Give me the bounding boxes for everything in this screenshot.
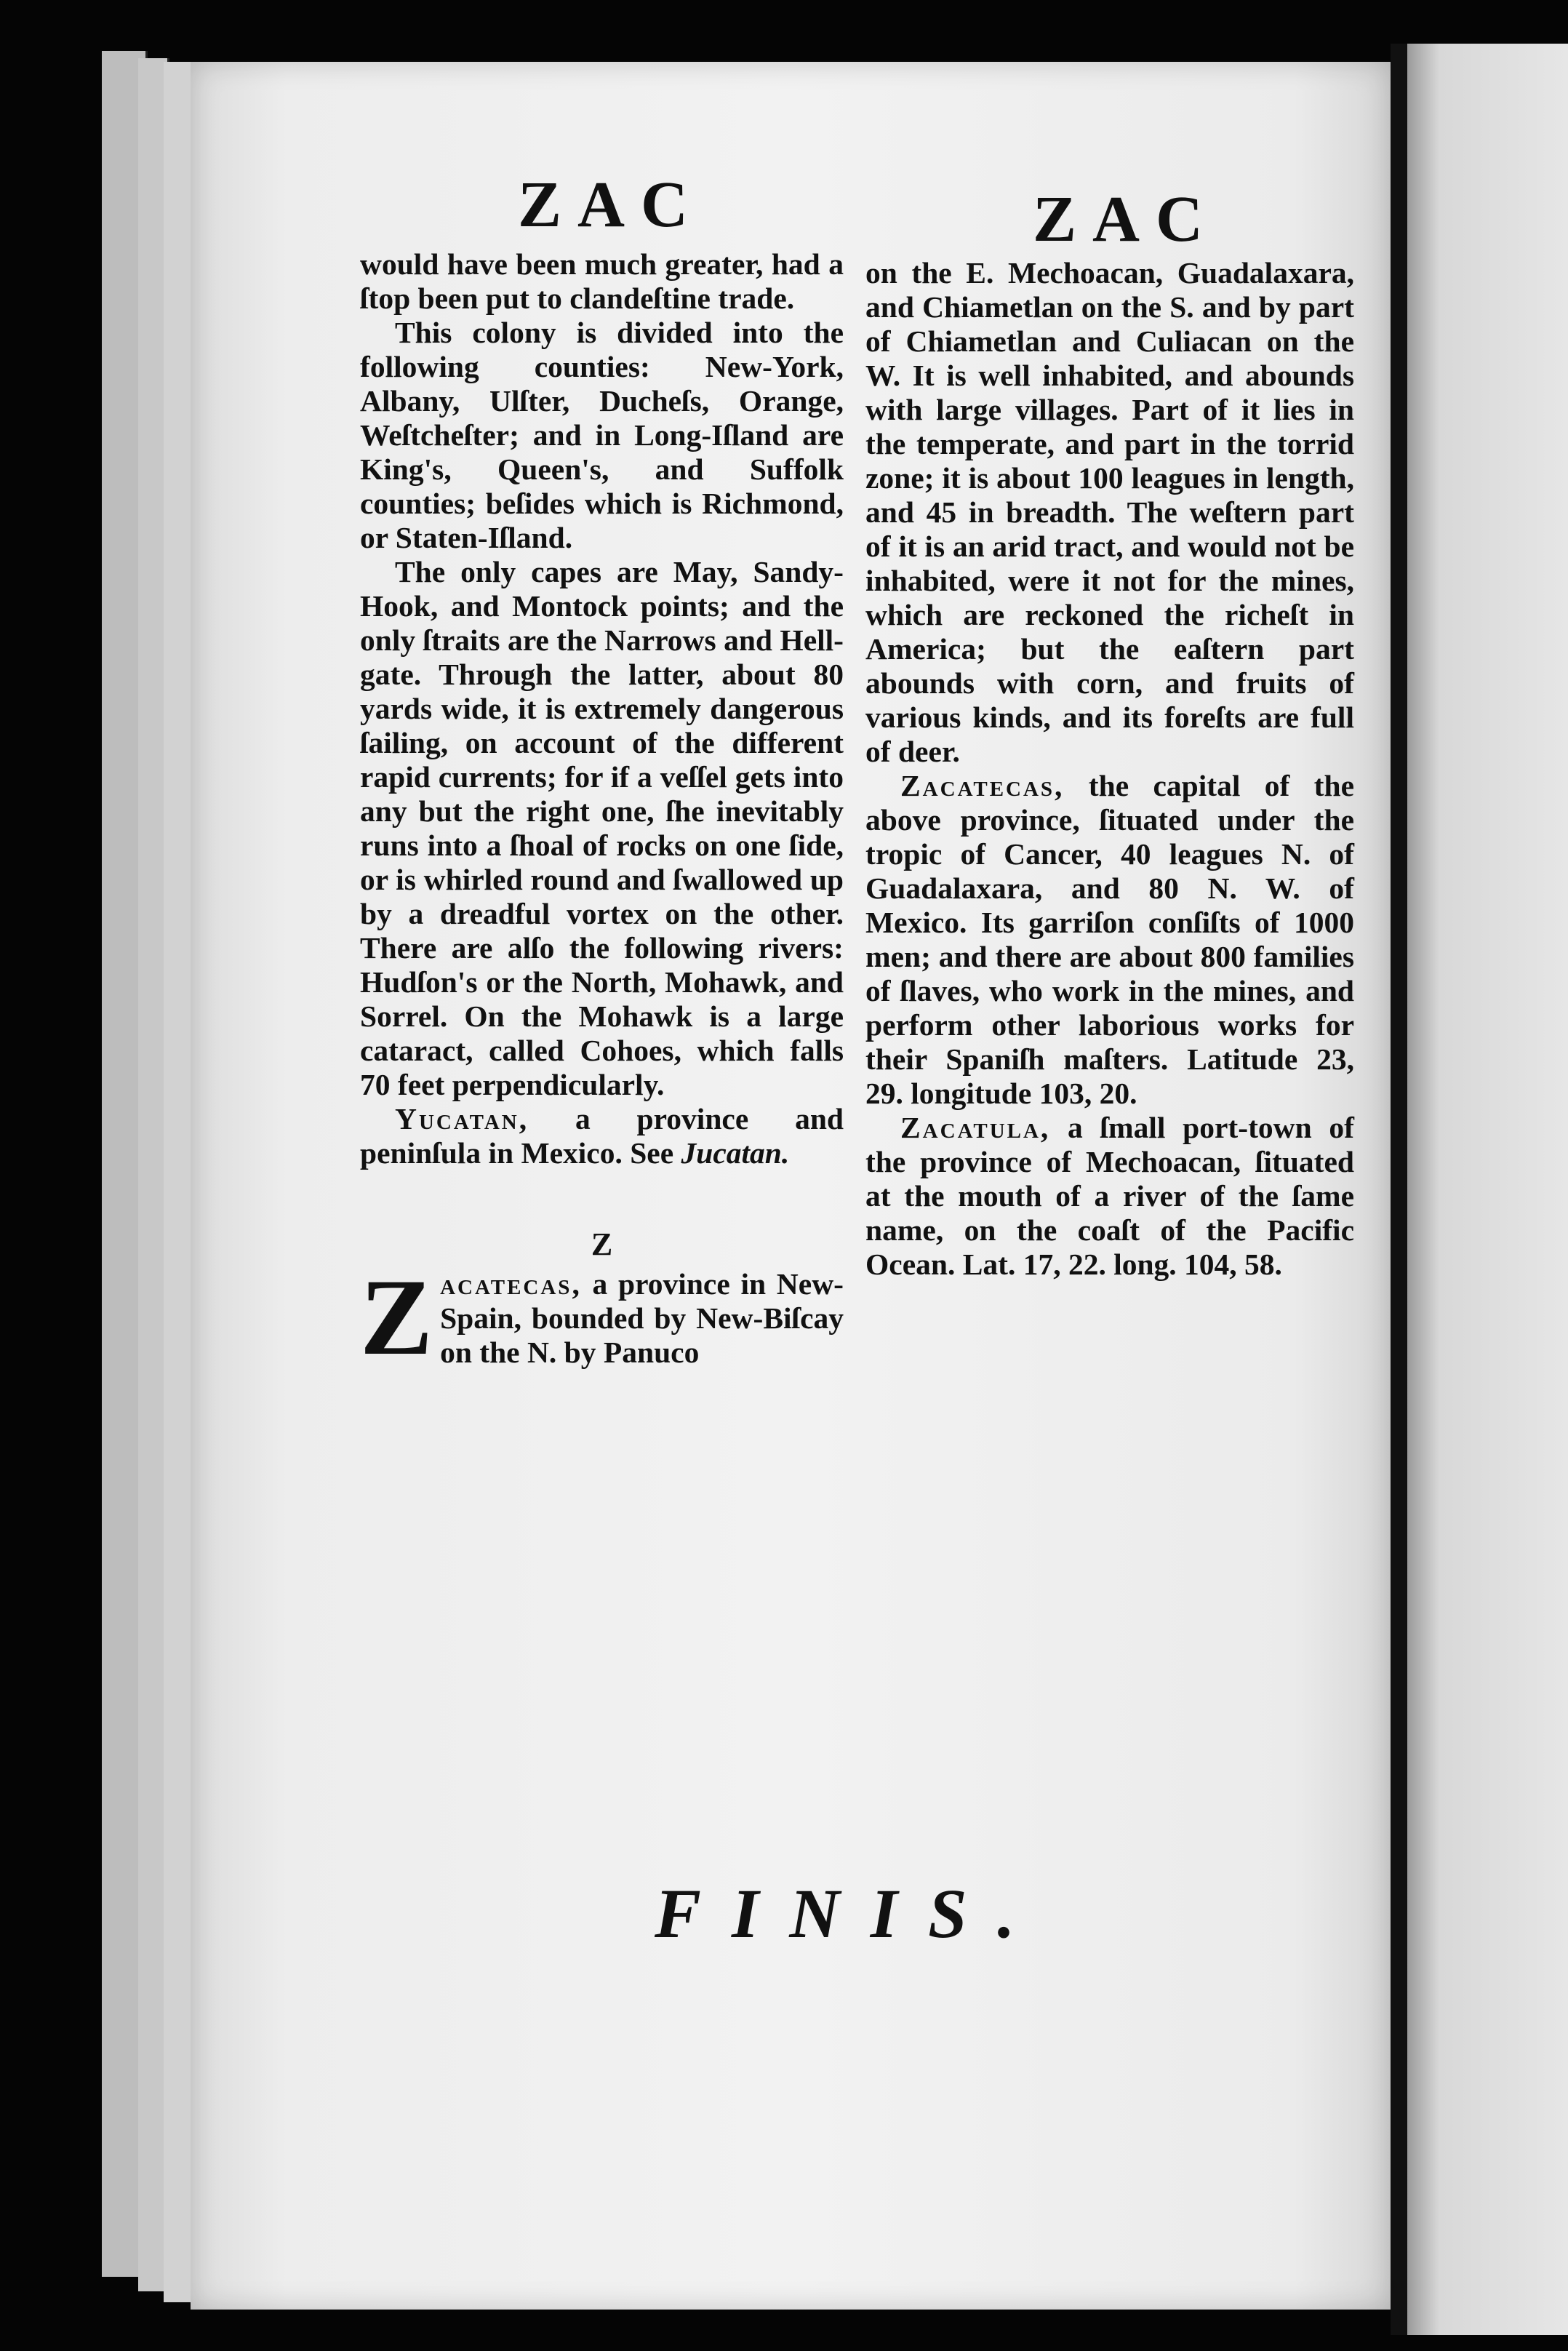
entry-yucatan bbox=[360, 1102, 844, 1170]
entry-text: a province in New-Spain, bounded by New-Biſcay on the N. by Panuco bbox=[440, 1267, 844, 1369]
paragraph: would have been much greater, had a ſtop been put to clandeſtine trade. bbox=[360, 247, 844, 315]
entry-zacatecas-capital bbox=[865, 769, 1354, 1111]
paragraph: The only capes are May, Sandy-Hook, and Montock points; and the only ſtraits are the Narrows and Hell-gate. Through the latter, about 80 yards wide, it is extremely dangerous ſailing, on account of the different rapid currents; for if a veſſel gets into any but the right one, ſhe inevitably runs into a ſhoal of rocks on one ſide, or is whirled round and ſwallowed up by a dreadful vortex on the other. There are alſo the following rivers: Hudſon's or the North, Mohawk, and Sorrel. On the Mohawk is a large cataract, called Cohoes, which falls 70 feet perpendicularly. bbox=[360, 555, 844, 1101]
running-header-left: ZAC bbox=[518, 169, 705, 241]
entry-zacatula bbox=[865, 1111, 1354, 1282]
entry-text: a ſmall port-town of the province of Mechoacan, ſituated at the mouth of a river of the ſame name, on the coaſt of the Pacific Ocean. Lat. 17, 22. long. 104, 58. bbox=[865, 1111, 1354, 1281]
entry-zacatecas-province bbox=[360, 1257, 844, 1378]
section-letter: Z bbox=[591, 1226, 613, 1262]
entry-headword: acatecas, bbox=[440, 1267, 582, 1301]
paragraph: on the E. Mechoacan, Guadalaxara, and Chiametlan on the S. and by part of Chiametlan and Culiacan on the W. It is well inhabited, and abounds with large villages. Part of it lies in the temperate, and part in the torrid zone; it is about 100 leagues in length, and 45 in breadth. The weſtern part of it is an arid tract, and would not be inhabited, were it not for the mines, which are reckoned the richeſt in America; but the eaſtern part abounds with corn, and fruits of various kinds, and its foreſts are full of deer. bbox=[865, 256, 1354, 768]
entry-text: the capital of the above province, ſituated under the tropic of Cancer, 40 leagues N. of Guadalaxara, and 80 N. W. of Mexico. Its garriſon conſiſts of 1000 men; and there are about 800 families of ſlaves, who work in the mines, and perform other laborious works for their Spaniſh maſters. Latitude 23, 29. longitude 103, 20. bbox=[865, 769, 1354, 1110]
running-header-right: ZAC bbox=[1033, 183, 1220, 255]
facing-page bbox=[1407, 44, 1568, 2335]
paragraph: This colony is divided into the following counties: New-York, Albany, Ulſter, Ducheſs, Orange, Weſtcheſter; and in Long-Iſland are King's, Queen's, and Suffolk counties; beſides which is Richmond, or Staten-Iſland. bbox=[360, 316, 844, 554]
right-column bbox=[865, 256, 1354, 1282]
finis-colophon: FINIS. bbox=[655, 1875, 1046, 1952]
entry-text: a province and peninſula in Mexico. See bbox=[360, 1102, 844, 1170]
entry-headword: Zacatecas, bbox=[900, 769, 1065, 802]
cross-reference: Jucatan. bbox=[681, 1136, 790, 1170]
entry-headword: Yucatan, bbox=[395, 1102, 529, 1135]
entry-headword: Zacatula, bbox=[900, 1111, 1051, 1144]
drop-cap: Z bbox=[360, 1257, 433, 1378]
gutter bbox=[1391, 44, 1407, 2335]
left-column bbox=[360, 247, 844, 1378]
